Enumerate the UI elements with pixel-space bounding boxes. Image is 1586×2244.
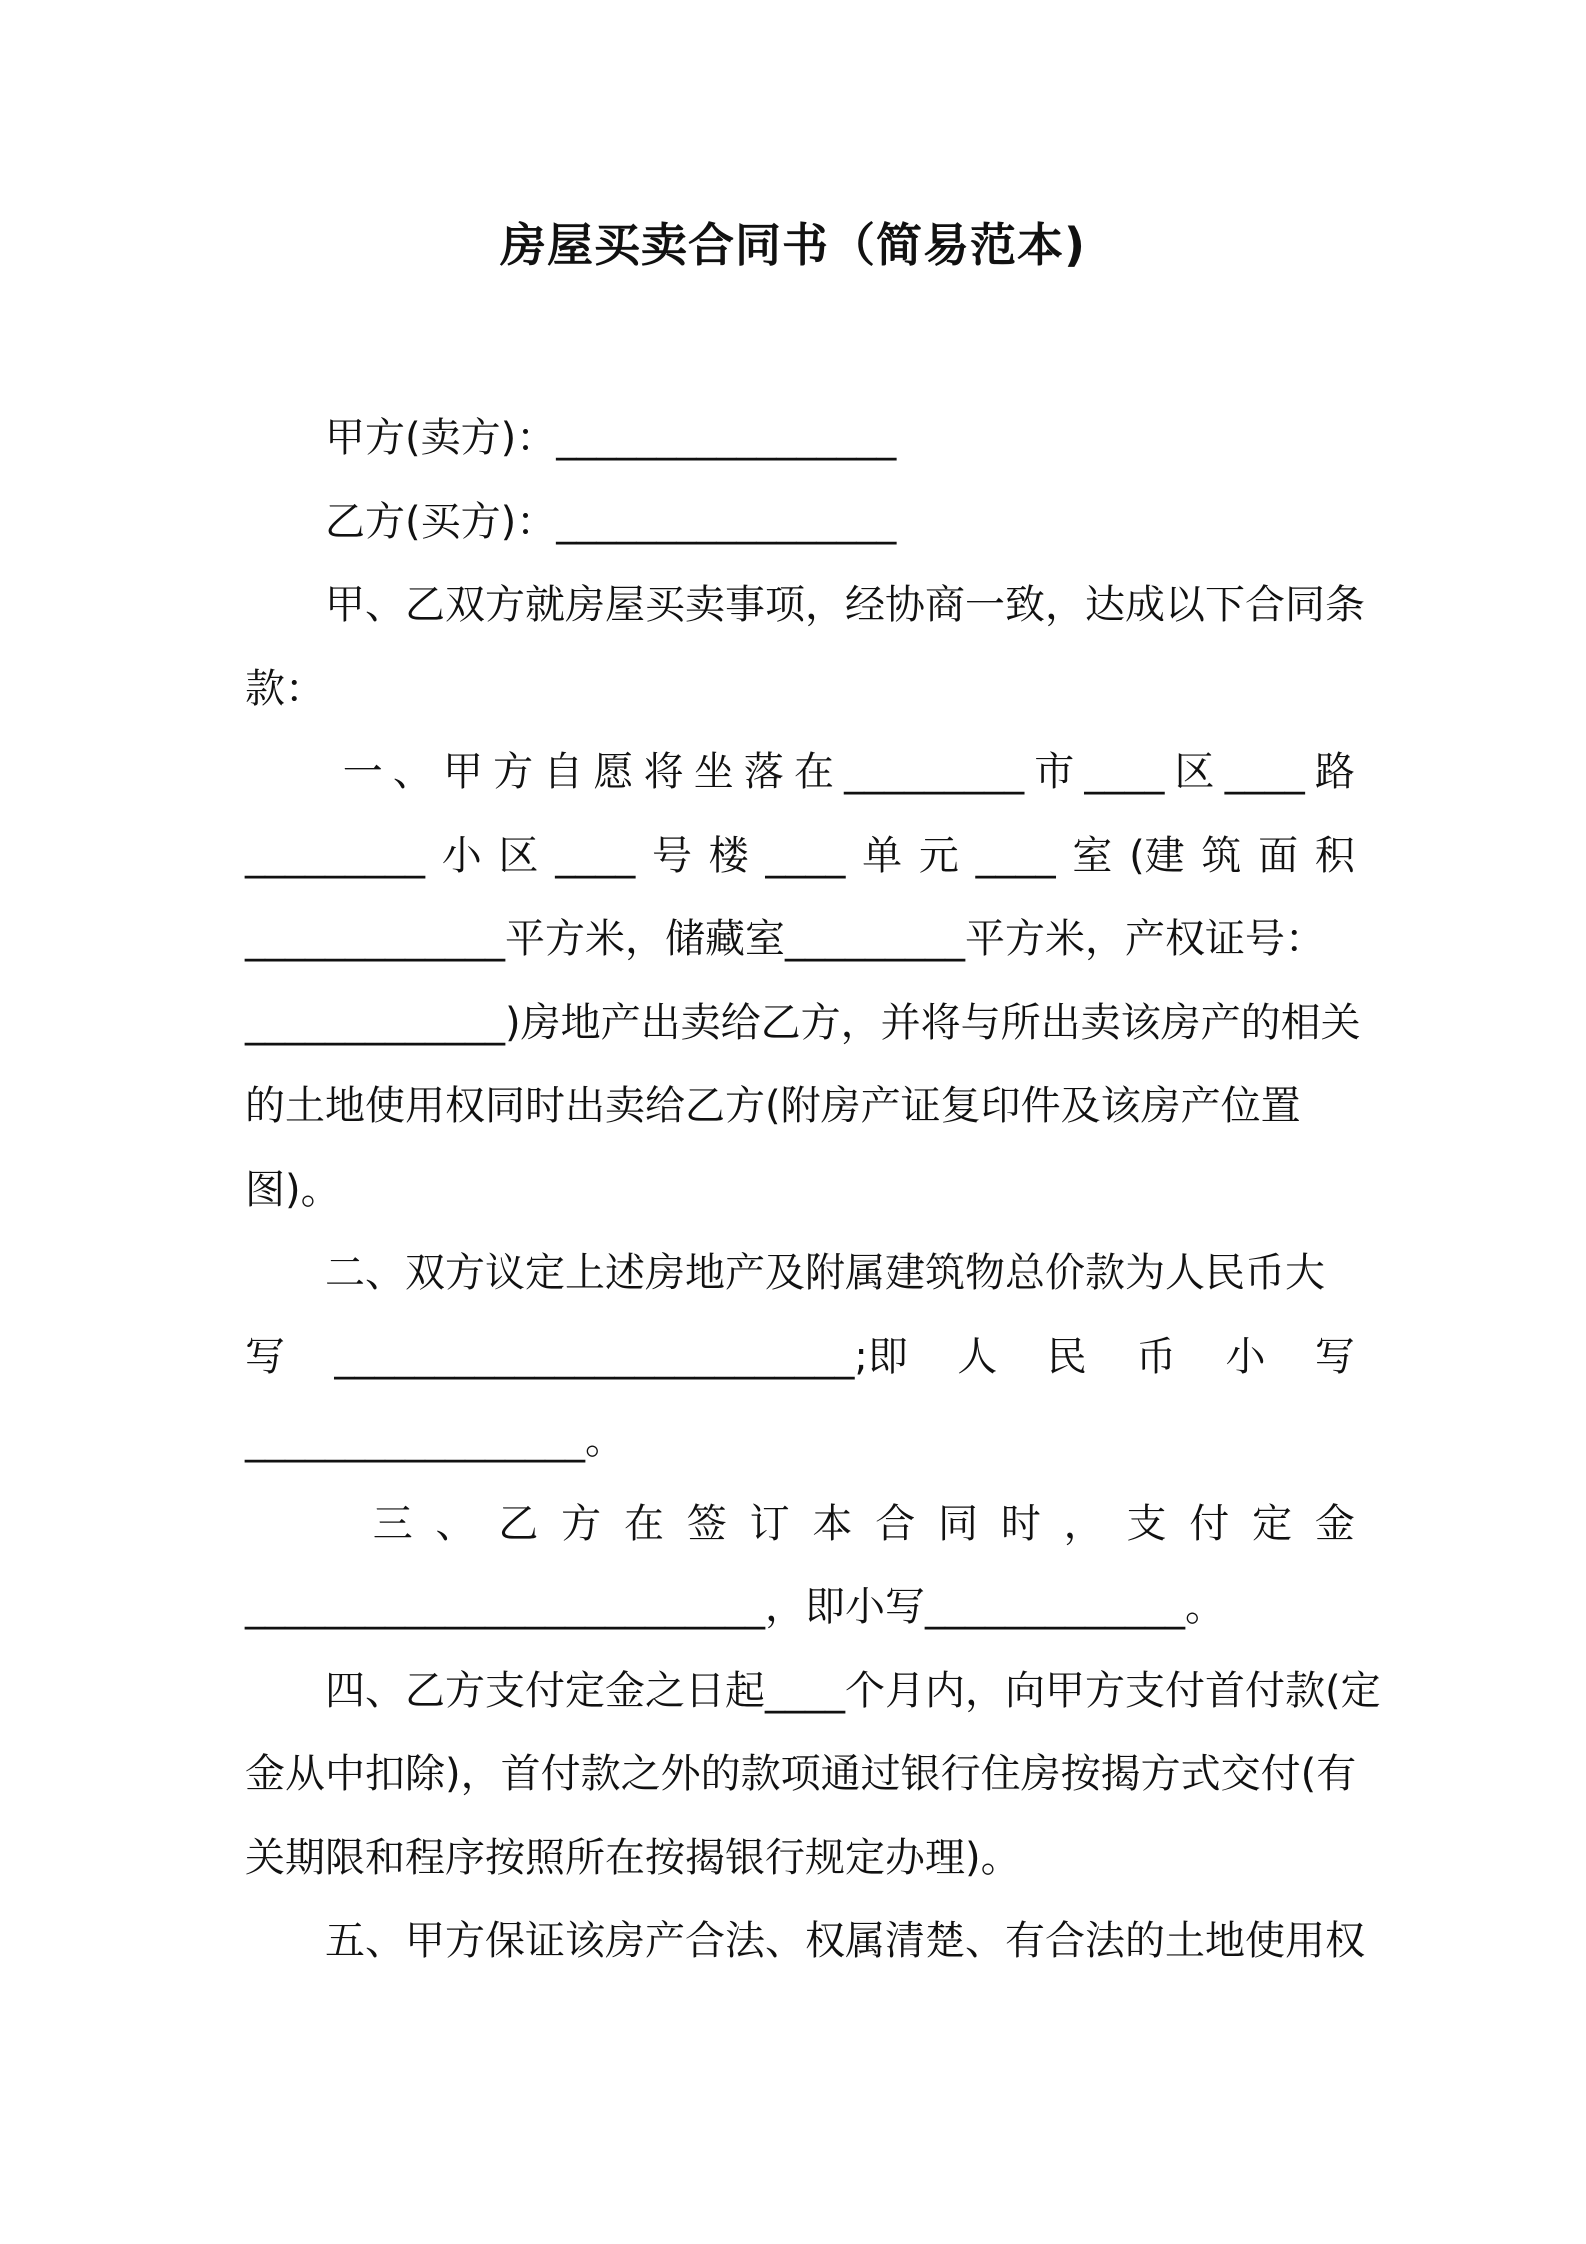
blank-field: _________ bbox=[844, 749, 1025, 795]
text-segment: 面 bbox=[1258, 833, 1299, 879]
text-segment: 合 bbox=[875, 1501, 916, 1547]
clause-4-text-2: 金从中扣除)，首付款之外的款项通过银行住房按揭方式交付(有 bbox=[245, 1751, 1357, 1797]
text-segment: 区 bbox=[498, 833, 539, 879]
text-segment: 支 bbox=[1126, 1501, 1167, 1547]
clause-1-line-1 bbox=[330, 730, 1355, 814]
clause-3-line-1 bbox=[360, 1482, 1355, 1566]
preamble-line-1 bbox=[325, 563, 1365, 647]
text-segment: 甲 bbox=[443, 749, 483, 795]
clause-3-line-2 bbox=[245, 1565, 1355, 1649]
clause-4-line-1 bbox=[325, 1649, 1381, 1733]
clause-2-line-3 bbox=[245, 1398, 1355, 1482]
text-segment: 三 bbox=[360, 1501, 413, 1547]
text-segment: 将 bbox=[643, 749, 684, 795]
text-segment: 写 bbox=[1314, 1334, 1355, 1380]
text-segment: 单 bbox=[862, 833, 903, 879]
text-segment: 付 bbox=[1189, 1501, 1230, 1547]
text-segment: 写 bbox=[245, 1334, 285, 1380]
party-b-text: 乙方(买方)：_________________ bbox=[325, 499, 897, 545]
party-a-line bbox=[325, 396, 896, 480]
clause-4-text-1: 四、乙方支付定金之日起____个月内，向甲方支付首付款(定 bbox=[325, 1668, 1381, 1714]
text-segment: 民 bbox=[1046, 1334, 1087, 1380]
text-segment: 金 bbox=[1314, 1501, 1355, 1547]
preamble-text-2: 款： bbox=[245, 666, 325, 712]
party-b-line bbox=[325, 480, 896, 564]
text-segment: 时 bbox=[1000, 1501, 1041, 1547]
clause-1-text-3: _____________平方米，储藏室_________平方米，产权证号： bbox=[245, 916, 1325, 962]
text-segment: 方 bbox=[493, 749, 534, 795]
text-segment: 号 bbox=[651, 833, 692, 879]
text-segment: 自 bbox=[543, 749, 584, 795]
text-segment: 坐 bbox=[693, 749, 734, 795]
clause-1-text-6: 图)。 bbox=[245, 1167, 341, 1213]
text-segment: 区 bbox=[1174, 749, 1215, 795]
clause-2-line-1 bbox=[325, 1231, 1355, 1315]
clause-4-line-2 bbox=[245, 1732, 1355, 1816]
text-segment: 本 bbox=[812, 1501, 853, 1547]
text-segment: 元 bbox=[918, 833, 959, 879]
clause-1-line-2 bbox=[245, 814, 1355, 898]
clause-1-line-5 bbox=[245, 1064, 1355, 1148]
blank-field: ____ bbox=[975, 833, 1056, 879]
document-title: 房屋买卖合同书（简易范本) bbox=[499, 218, 1087, 272]
text-segment: 愿 bbox=[593, 749, 634, 795]
text-segment: 、 bbox=[392, 749, 433, 795]
text-segment: 同 bbox=[938, 1501, 979, 1547]
clause-5-text-1: 五、甲方保证该房产合法、权属清楚、有合法的土地使用权 bbox=[325, 1918, 1365, 1964]
preamble-line-2 bbox=[245, 647, 1355, 731]
text-segment: 、 bbox=[435, 1501, 476, 1547]
party-a-text: 甲方(卖方)：_________________ bbox=[325, 415, 897, 461]
text-segment: 落 bbox=[743, 749, 784, 795]
clause-2-text-1: 二、双方议定上述房地产及附属建筑物总价款为人民币大 bbox=[325, 1250, 1325, 1296]
blank-field: ____ bbox=[1224, 749, 1305, 795]
text-segment: 乙 bbox=[498, 1501, 539, 1547]
preamble-text-1: 甲、乙双方就房屋买卖事项，经协商一致，达成以下合同条 bbox=[325, 582, 1365, 628]
blank-field: __________________________;即 bbox=[334, 1334, 908, 1380]
text-segment: 市 bbox=[1034, 749, 1075, 795]
text-segment: 币 bbox=[1136, 1334, 1177, 1380]
text-segment: 在 bbox=[623, 1501, 664, 1547]
blank-field: _________ bbox=[245, 833, 425, 879]
text-segment: 一 bbox=[330, 749, 383, 795]
text-segment: (建 bbox=[1129, 833, 1185, 879]
clause-1-line-3 bbox=[245, 897, 1355, 981]
text-segment: 室 bbox=[1072, 833, 1113, 879]
text-segment: 订 bbox=[749, 1501, 790, 1547]
clause-4-line-3 bbox=[245, 1816, 1355, 1900]
text-segment: ， bbox=[1063, 1501, 1104, 1547]
clause-2-text-3: _________________。 bbox=[245, 1417, 625, 1463]
text-segment: 小 bbox=[441, 833, 482, 879]
text-segment: 楼 bbox=[708, 833, 749, 879]
clause-1-text-4: _____________)房地产出卖给乙方，并将与所出卖该房产的相关 bbox=[245, 1000, 1361, 1046]
text-segment: 定 bbox=[1252, 1501, 1293, 1547]
clause-4-text-3: 关期限和程序按照所在按揭银行规定办理)。 bbox=[245, 1835, 1021, 1881]
clause-2-line-2 bbox=[245, 1315, 1355, 1399]
blank-field: ____ bbox=[765, 833, 846, 879]
blank-field: ____ bbox=[1084, 749, 1165, 795]
clause-1-line-4 bbox=[245, 981, 1361, 1065]
text-segment: 在 bbox=[793, 749, 834, 795]
clause-1-text-5: 的土地使用权同时出卖给乙方(附房产证复印件及该房产位置 bbox=[245, 1083, 1301, 1129]
text-segment: 方 bbox=[561, 1501, 602, 1547]
text-segment: 筑 bbox=[1201, 833, 1242, 879]
text-segment: 签 bbox=[686, 1501, 727, 1547]
text-segment: 人 bbox=[957, 1334, 998, 1380]
text-segment: 小 bbox=[1225, 1334, 1266, 1380]
text-segment: 积 bbox=[1314, 833, 1355, 879]
clause-5-line-1 bbox=[325, 1899, 1365, 1983]
clause-3-text-2: __________________________，即小写_____________。 bbox=[245, 1584, 1225, 1630]
blank-field: ____ bbox=[555, 833, 636, 879]
text-segment: 路 bbox=[1314, 749, 1355, 795]
clause-1-line-6 bbox=[245, 1148, 1355, 1232]
